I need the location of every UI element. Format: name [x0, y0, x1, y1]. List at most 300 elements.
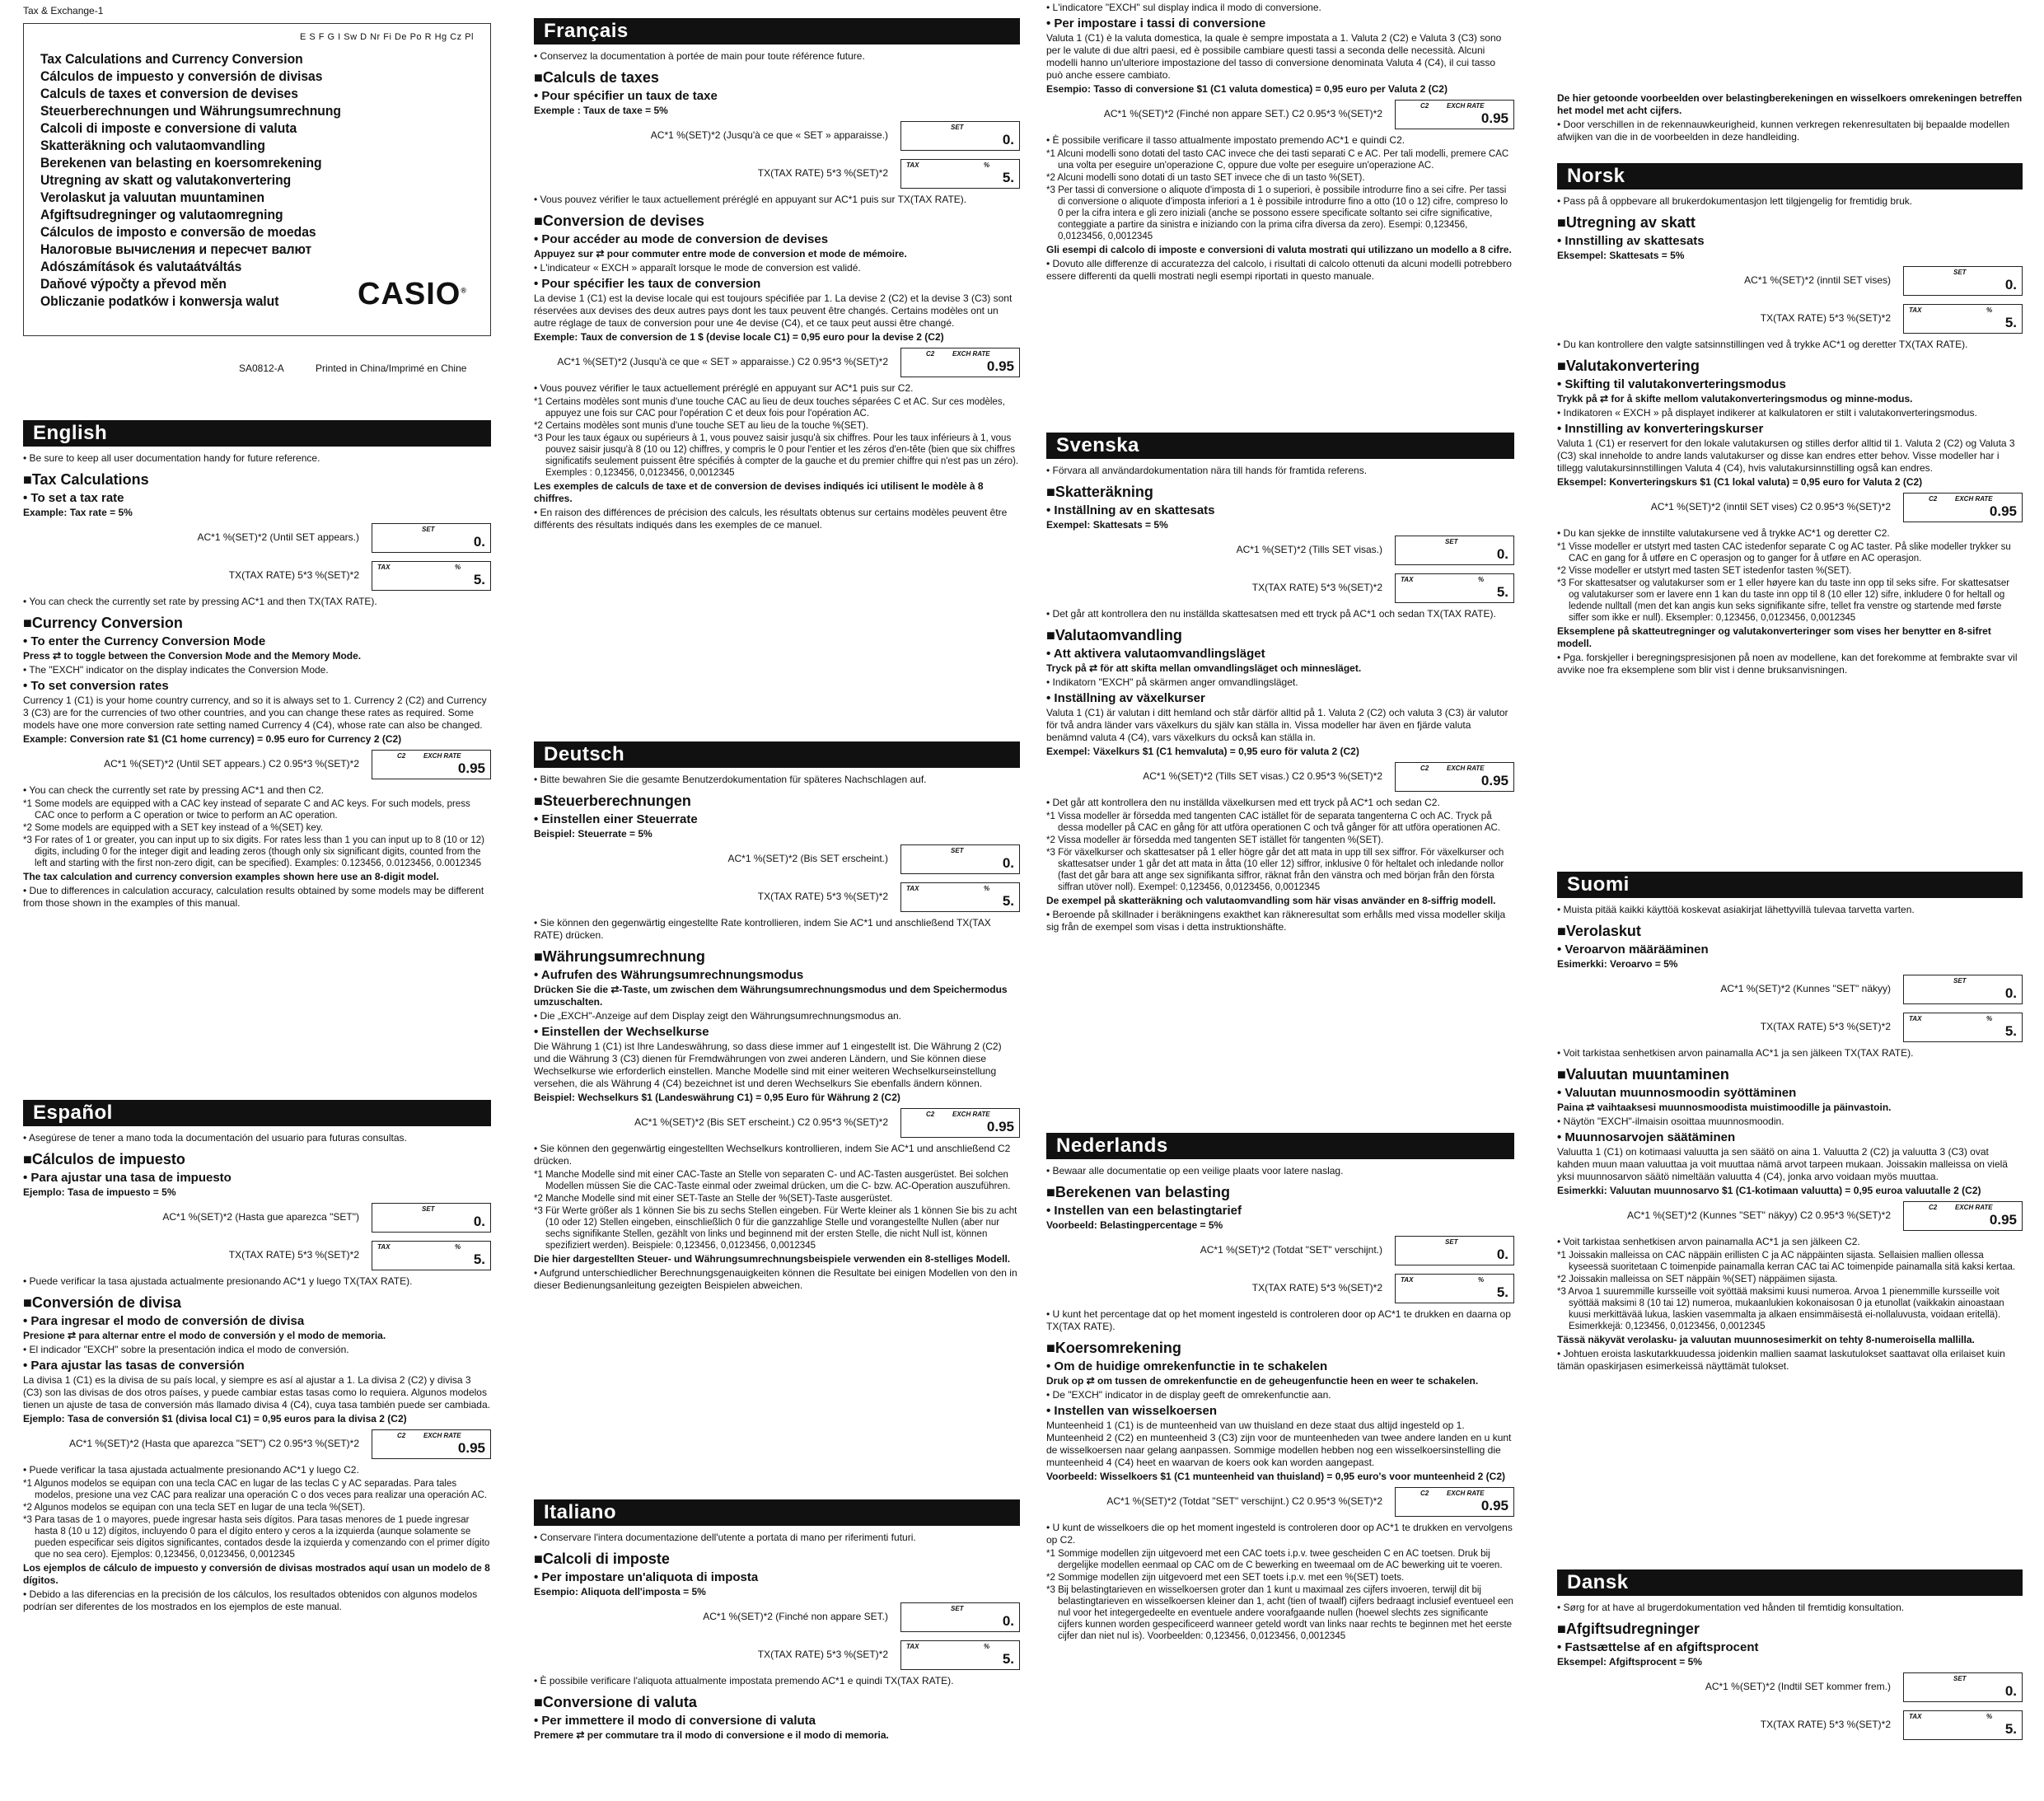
- title-line: Adószámítások és valutaátváltás: [40, 259, 242, 274]
- title-line: Daňové výpočty a převod měn: [40, 276, 227, 292]
- key-sequence: [1046, 1236, 1514, 1269]
- key-instruction: AC*1 %(SET)*2 (Kunnes "SET" näkyy): [1720, 983, 1891, 994]
- subheading: • Einstellen der Wechselkurse: [534, 1025, 709, 1039]
- key-sequence: [1046, 100, 1514, 133]
- section-heading: ■Skatteräkning: [1046, 484, 1153, 500]
- language-header: Español: [23, 1100, 491, 1126]
- footnote: *1 Sommige modellen zijn uitgevoerd met een CAC toets i.p.v. twee gescheiden C en AC toetsen. Druk bij dergelijke modellen eenmaal op CAC om de C bewerking en tweemaal om de AC bewerking uit te voeren.: [1046, 1549, 1503, 1570]
- example: Exemple: Taux de conversion de 1 $ (devise locale C1) = 0,95 euro pour la devise 2 (C2): [534, 331, 944, 343]
- subheading: • Pour spécifier un taux de taxe: [534, 89, 718, 103]
- closing-note: Les exemples de calculs de taxe et de conversion de devises indiqués ici utilisent le modèle à 8 chiffres.: [534, 480, 984, 504]
- lcd-value: 5.: [1002, 1651, 1014, 1667]
- title-line: Steuerberechnungen und Währungsumrechnung: [40, 103, 341, 119]
- lcd-value: 0.: [473, 1214, 485, 1229]
- key-sequence: [1046, 762, 1514, 795]
- footnote: *3 Pour les taux égaux ou supérieurs à 1, vous pouvez saisir jusqu'à six chiffres. Pour les taux inférieurs à 1, vous pouvez saisir jusqu'à 8 (10 ou 12) chiffres, y compris le 0 pour l'entier et les zéros d'en-tête (bien que six chiffres significatifs seulement puissent être spécifiés à compter de la gauche et du premier chiffre qui n'est pas un zéro). Exemples : 0,123456, 0,0123456, 0,0012345: [534, 433, 1019, 478]
- example: Example: Tax rate = 5%: [23, 507, 133, 518]
- footnote: *2 Visse modeller er utstyrt med tasten SET istedenfor tasten %(SET).: [1557, 566, 1852, 576]
- footnote: *3 Per tassi di conversione o aliquote d'imposta di 1 o superiori, è possibile introdurre fino a sei cifre. Per tassi di conversione o aliquote d'imposta inferiori a 1 è possibile introdurre fino a otto (10 o 12) cifre, compreso lo 0 per la cifra intera e gli zero iniziali (anche se possono essere specificate soltanto sei cifre significative, conteggiate a partire da sinistra e iniziando con la prima cifra diversa da zero). Esempi: 0,123456, 0,0123456, 0,0012345: [1046, 185, 1508, 241]
- lcd-indicator: EXCH RATE: [423, 1432, 461, 1439]
- footnote: *2 Alcuni modelli sono dotati di un tasto SET invece che di un tasto %(SET).: [1046, 173, 1365, 183]
- subheading: • Om de huidige omrekenfunctie in te schakelen: [1046, 1359, 1328, 1373]
- casio-logo: CASIO®: [358, 277, 467, 311]
- closing-note: De exempel på skatteräkning och valutaomvandling som här visas använder en 8-siffrig modell.: [1046, 895, 1496, 906]
- example: Voorbeeld: Wisselkoers $1 (C1 munteenheid van thuisland) = 0,95 euro's voor munteenheid 2 (C2): [1046, 1471, 1505, 1482]
- section-heading: ■Verolaskut: [1557, 923, 1641, 939]
- lcd-value: 5.: [473, 572, 485, 587]
- section-heading: ■Valuutan muuntaminen: [1557, 1066, 1729, 1083]
- lcd-indicator: SET: [422, 1205, 435, 1213]
- footnote: *1 Some models are equipped with a CAC key instead of separate C and AC keys. For such models, press CAC once to perform a C operation or twice to perform an AC operation.: [23, 799, 470, 821]
- lcd-indicator: TAX: [377, 1243, 391, 1251]
- key-instruction: AC*1 %(SET)*2 (Kunnes "SET" näkyy) C2 0.95*3 %(SET)*2: [1627, 1209, 1891, 1221]
- lcd-display: [372, 1203, 491, 1233]
- page-label: Tax & Exchange-1: [23, 5, 104, 16]
- lcd-display: [1903, 266, 2023, 296]
- lcd-value: 0.95: [1989, 1212, 2017, 1228]
- lcd-indicator: SET: [1953, 269, 1967, 276]
- section-heading: ■Conversione di valuta: [534, 1694, 697, 1710]
- lcd-indicator: TAX: [1909, 1015, 1922, 1022]
- section-heading: ■Valutakonvertering: [1557, 358, 1700, 374]
- closing-note: De hier getoonde voorbeelden over belastingberekeningen en wisselkoers omrekeningen betreffen het model met acht cijfers.: [1557, 92, 2023, 116]
- subheading: • Innstilling av konverteringskurser: [1557, 422, 1764, 436]
- lcd-value: 0.: [1002, 1613, 1014, 1629]
- footnote: *2 Joissakin malleissa on SET näppäin %(SET) näppäimen sijasta.: [1557, 1275, 1838, 1284]
- lcd-value: 0.: [2004, 1683, 2017, 1699]
- title-line: Calculs de taxes et conversion de devises: [40, 86, 298, 101]
- section-nl2: [1557, 91, 2023, 145]
- subheading: • Skifting til valutakonverteringsmodus: [1557, 377, 1786, 391]
- keep-docs-note: • Muista pitää kaikki käyttöä koskevat asiakirjat lähettyvillä tulevaa tarvetta varten.: [1557, 904, 1915, 915]
- lcd-indicator: %: [455, 1243, 461, 1251]
- lcd-value: 0.95: [1480, 110, 1508, 126]
- title-line: Obliczanie podatków i konwersja walut: [40, 293, 279, 309]
- lcd-indicator: %: [1986, 1015, 1993, 1022]
- subheading: • Para ingresar el modo de conversión de divisa: [23, 1314, 305, 1328]
- lcd-indicator: SET: [1445, 1238, 1458, 1246]
- section-heading: ■Währungsumrechnung: [534, 948, 705, 965]
- subheading: • Fastsættelse af en afgiftsprocent: [1557, 1640, 1759, 1654]
- closing-note: The tax calculation and currency conversion examples shown here use an 8-digit model.: [23, 871, 439, 882]
- lcd-value: 0.: [1002, 855, 1014, 871]
- key-sequence: [23, 1429, 491, 1462]
- lcd-value: 0.95: [1480, 1498, 1508, 1513]
- example: Eksempel: Konverteringskurs $1 (C1 lokal valuta) = 0,95 euro for Valuta 2 (C2): [1557, 476, 1923, 488]
- check-note: • You can check the currently set rate by pressing AC*1 and then C2.: [23, 784, 325, 796]
- key-instruction: AC*1 %(SET)*2 (Bis SET erscheint.): [727, 853, 888, 864]
- footnote: *1 Vissa modeller är försedda med tangenten CAC istället för de separata tangenterna C och AC. Tryck på dessa modeller på CAC en gång för att utföra operationen C och två gånger för att utföra operationen AC.: [1046, 812, 1500, 833]
- key-instruction: TX(TAX RATE) 5*3 %(SET)*2: [1760, 1021, 1891, 1032]
- lcd-indicator: EXCH RATE: [1955, 495, 1993, 503]
- check-note: • Vous pouvez vérifier le taux actuellement préréglé en appuyant sur AC*1 puis sur C2.: [534, 382, 914, 394]
- lcd-display: [1395, 762, 1514, 792]
- lcd-display: [900, 1602, 1020, 1632]
- subheading: • Para ajustar las tasas de conversión: [23, 1359, 245, 1373]
- key-instruction: AC*1 %(SET)*2 (Totdat "SET" verschijnt.) C2 0.95*3 %(SET)*2: [1106, 1495, 1382, 1507]
- conversion-indicator-note: • Näytön "EXCH"-ilmaisin osoittaa muunnosmoodin.: [1557, 1116, 1784, 1127]
- lcd-display: [372, 561, 491, 591]
- language-header: Nederlands: [1046, 1133, 1514, 1159]
- subheading: • Instellen van wisselkoersen: [1046, 1404, 1218, 1418]
- language-header: English: [23, 420, 491, 447]
- subheading: • Muunnosarvojen säätäminen: [1557, 1130, 1736, 1144]
- lcd-value: 0.: [473, 534, 485, 550]
- key-sequence: [1046, 536, 1514, 568]
- key-instruction: AC*1 %(SET)*2 (Until SET appears.): [197, 531, 359, 543]
- lcd-indicator: SET: [422, 526, 435, 533]
- lcd-value: 0.95: [457, 760, 485, 776]
- lcd-indicator: C2: [397, 752, 406, 760]
- lcd-indicator: TAX: [906, 1643, 919, 1650]
- key-instruction: TX(TAX RATE) 5*3 %(SET)*2: [1760, 312, 1891, 324]
- lcd-display: [372, 523, 491, 553]
- subheading: • Inställning av växelkurser: [1046, 691, 1205, 705]
- lcd-indicator: EXCH RATE: [423, 752, 461, 760]
- example: Ejemplo: Tasa de impuesto = 5%: [23, 1186, 176, 1198]
- check-note: • Puede verificar la tasa ajustada actualmente presionando AC*1 y luego TX(TAX RATE).: [23, 1275, 413, 1287]
- subheading: • Pour spécifier les taux de conversion: [534, 277, 761, 291]
- lcd-indicator: C2: [1929, 495, 1938, 503]
- title-line: Berekenen van belasting en koersomrekening: [40, 155, 322, 171]
- lcd-indicator: SET: [1953, 1675, 1967, 1682]
- subheading: • Innstilling av skattesats: [1557, 234, 1705, 248]
- keep-docs-note: • Be sure to keep all user documentation handy for future reference.: [23, 452, 320, 464]
- footnote: *2 Some models are equipped with a SET key instead of a %(SET) key.: [23, 823, 323, 833]
- language-header: Svenska: [1046, 433, 1514, 459]
- keep-docs-note: • Förvara all användardokumentation nära till hands för framtida referens.: [1046, 465, 1368, 476]
- footnote: *2 Sommige modellen zijn uitgevoerd met een SET toets i.p.v. met een %(SET) toets.: [1046, 1573, 1405, 1583]
- body-text: Currency 1 (C1) is your home country currency, and so it is always set to 1. Currency 2 (C2) and Currency 3 (C3) are for the currencies of two other countries, and you can change these rates as required. Some models have one more conversion rate setting named Currency 4 (C4), whose rate can also be changed.: [23, 695, 487, 731]
- language-header: Italiano: [534, 1499, 1020, 1526]
- lcd-display: [1395, 1487, 1514, 1517]
- press-instruction: Druk op ⇄ om tussen de omrekenfunctie en de geheugenfunctie heen en weer te schakelen.: [1046, 1375, 1479, 1387]
- subheading: • Instellen van een belastingtarief: [1046, 1204, 1242, 1218]
- key-sequence: [534, 121, 1020, 154]
- key-instruction: TX(TAX RATE) 5*3 %(SET)*2: [1251, 582, 1382, 593]
- closing-note: Tässä näkyvät verolasku- ja valuutan muunnosesimerkit on tehty 8-numeroisella mallilla.: [1557, 1334, 1975, 1345]
- key-instruction: TX(TAX RATE) 5*3 %(SET)*2: [757, 1649, 888, 1660]
- subheading: • Einstellen einer Steuerrate: [534, 812, 698, 826]
- key-sequence: [534, 1108, 1020, 1141]
- lcd-value: 5.: [473, 1251, 485, 1267]
- lcd-value: 0.95: [986, 358, 1014, 374]
- accuracy-note: • Door verschillen in de rekennauwkeurigheid, kunnen verkregen rekenresultaten bij bepaalde modellen afwijken van die in de voorbeelden in deze handleiding.: [1557, 119, 2010, 143]
- keep-docs-note: • Pass på å oppbevare all brukerdokumentasjon lett tilgjengelig for fremtidig bruk.: [1557, 195, 1913, 207]
- closing-note: Los ejemplos de cálculo de impuesto y conversión de divisas mostrados aquí usan un modelo de 8 dígitos.: [23, 1562, 490, 1586]
- body-text: Valuta 1 (C1) er reservert for den lokale valutakursen og stilles derfor alltid til 1. Valuta 2 (C2) og Valuta 3 (C3) skal inneholde to andre lands valutakurser og disse kan endres etter behov. Visse modeller har i tillegg valutakursinnstillingen Valuta 4 (C4), hvis valutakursinnstilling også kan endres.: [1557, 437, 2015, 474]
- lcd-display: [900, 844, 1020, 874]
- example: Example: Conversion rate $1 (C1 home currency) = 0.95 euro for Currency 2 (C2): [23, 733, 402, 745]
- footnote: *2 Vissa modeller är försedda med tangenten SET istället för tangenten %(SET).: [1046, 835, 1384, 845]
- check-note: • U kunt de wisselkoers die op het moment ingesteld is controleren door op AC*1 te drukken en vervolgens op C2.: [1046, 1522, 1513, 1546]
- press-instruction: Premere ⇄ per commutare tra il modo di conversione e il modo di memoria.: [534, 1729, 889, 1741]
- subheading: • Veroarvon määrääminen: [1557, 943, 1709, 957]
- press-instruction: Presione ⇄ para alternar entre el modo de conversión y el modo de memoria.: [23, 1330, 386, 1341]
- key-instruction: TX(TAX RATE) 5*3 %(SET)*2: [228, 569, 359, 581]
- key-sequence: [534, 1602, 1020, 1635]
- lcd-indicator: C2: [1929, 1204, 1938, 1211]
- conversion-indicator-note: • El indicador "EXCH" sobre la presentación indica el modo de conversión.: [23, 1344, 349, 1355]
- footnote: *2 Manche Modelle sind mit einer SET-Taste an Stelle der %(SET)-Taste ausgerüstet.: [534, 1194, 893, 1204]
- conversion-indicator-note: • Die „EXCH"-Anzeige auf dem Display zeigt den Währungsumrechnungsmodus an.: [534, 1010, 902, 1022]
- lcd-indicator: C2: [1420, 102, 1429, 110]
- subheading: • To set conversion rates: [23, 679, 169, 693]
- lcd-display: [1903, 493, 2023, 522]
- example: Eksempel: Afgiftsprocent = 5%: [1557, 1656, 1702, 1668]
- lcd-indicator: TAX: [1401, 576, 1414, 583]
- key-sequence: [1557, 1672, 2023, 1705]
- accuracy-note: • Aufgrund unterschiedlicher Berechnungsgenauigkeiten können die Resultate bei einigen Modellen von den in dieser Bedienungsanleitung gezeigten Beispielen abweichen.: [534, 1267, 1017, 1291]
- lcd-value: 5.: [2004, 1721, 2017, 1737]
- lcd-display: [900, 121, 1020, 151]
- lcd-value: 0.95: [457, 1440, 485, 1456]
- language-header: Français: [534, 18, 1020, 44]
- keep-docs-note: • Conservez la documentation à portée de main pour toute référence future.: [534, 50, 865, 62]
- press-instruction: Tryck på ⇄ för att skifta mellan omvandlingsläget och minnesläget.: [1046, 662, 1362, 674]
- key-sequence: [1557, 975, 2023, 1008]
- key-instruction: TX(TAX RATE) 5*3 %(SET)*2: [757, 167, 888, 179]
- lcd-indicator: C2: [397, 1432, 406, 1439]
- lcd-indicator: EXCH RATE: [1447, 765, 1485, 772]
- lcd-value: 5.: [1002, 893, 1014, 909]
- check-note: • È possibile verificare l'aliquota attualmente impostata premendo AC*1 e quindi TX(TAX RATE).: [534, 1675, 954, 1686]
- lcd-indicator: TAX: [377, 564, 391, 571]
- example: Exempel: Skattesats = 5%: [1046, 519, 1168, 531]
- lcd-indicator: TAX: [1909, 306, 1922, 314]
- title-line: Cálculos de imposto e conversão de moedas: [40, 224, 316, 240]
- key-instruction: AC*1 %(SET)*2 (Tills SET visas.) C2 0.95*3 %(SET)*2: [1143, 770, 1382, 782]
- section-heading: ■Calcoli di imposte: [534, 1551, 670, 1567]
- lcd-indicator: EXCH RATE: [952, 1111, 990, 1118]
- body-text: La divisa 1 (C1) es la divisa de su país local, y siempre es así al ajustar a 1. La divisa 2 (C2) y divisa 3 (C3) son las divisas de dos otros países, y puede cambiar estas tasas como lo requiera. Algunos modelos tienen un ajuste de tasa de conversión más llamado divisa 4 (C4), cuya tasa también puede ser cambiada.: [23, 1374, 490, 1410]
- key-sequence: [23, 1241, 491, 1274]
- key-sequence: [534, 1640, 1020, 1673]
- lcd-indicator: C2: [926, 1111, 935, 1118]
- check-note: • Det går att kontrollera den nu inställda skattesatsen med ett tryck på AC*1 och sedan TX(TAX RATE).: [1046, 608, 1496, 620]
- body-text: Munteenheid 1 (C1) is de munteenheid van uw thuisland en deze staat dus altijd ingesteld op 1. Munteenheid 2 (C2) en munteenheid 3 (C3) zijn voor de munteenheden van twee andere landen en u kunt de wisselkoersen naar gelang aanpassen. Sommige modellen hebben nog een wisselkoersinstelling die munteenheid 4 (C4) heet en waarvan de koers ook kan worden aangepast.: [1046, 1420, 1512, 1468]
- key-instruction: AC*1 %(SET)*2 (Jusqu'à ce que « SET » apparaisse.) C2 0.95*3 %(SET)*2: [557, 356, 888, 367]
- accuracy-note: • Due to differences in calculation accuracy, calculation results obtained by some models may be different from those shown in the examples of this manual.: [23, 885, 484, 909]
- lcd-indicator: SET: [951, 124, 964, 131]
- conversion-indicator-note: • L'indicateur « EXCH » apparaît lorsque le mode de conversion est validé.: [534, 262, 861, 274]
- key-instruction: AC*1 %(SET)*2 (Hasta que aparezca "SET") C2 0.95*3 %(SET)*2: [69, 1438, 359, 1449]
- subheading: • Per immettere il modo di conversione di valuta: [534, 1714, 816, 1728]
- lcd-indicator: C2: [1420, 1490, 1429, 1497]
- subheading: • Per impostare i tassi di conversione: [1046, 16, 1266, 30]
- section-fi: [1557, 872, 2023, 1374]
- conversion-indicator-note: • Indikatoren « EXCH » på displayet indikerer at kalkulatoren er stilt i valutakonverteringsmodus.: [1557, 407, 1977, 419]
- check-note: • Det går att kontrollera den nu inställda växelkursen med ett tryck på AC*1 och sedan C2.: [1046, 797, 1440, 808]
- footnote: *1 Alcuni modelli sono dotati del tasto CAC invece che dei tasti separati C e AC. Per tali modelli, premere CAC una volta per eseguire un'operazione C, oppure due volte per eseguire un'operazione AC.: [1046, 149, 1509, 171]
- lcd-indicator: %: [1986, 306, 1993, 314]
- keep-docs-note: • Bewaar alle documentatie op een veilige plaats voor latere naslag.: [1046, 1165, 1344, 1176]
- key-sequence: [23, 1203, 491, 1236]
- key-sequence: [23, 561, 491, 594]
- key-sequence: [1557, 493, 2023, 526]
- title-line: Tax Calculations and Currency Conversion: [40, 51, 303, 67]
- lcd-value: 5.: [1496, 1284, 1508, 1300]
- lcd-indicator: TAX: [1909, 1713, 1922, 1720]
- conversion-indicator-note: • Indikatorn "EXCH" på skärmen anger omvandlingsläget.: [1046, 676, 1298, 688]
- section-heading: ■Utregning av skatt: [1557, 214, 1696, 231]
- accuracy-note: • Pga. forskjeller i beregningspresisjonen på noen av modellene, kan det forekomme at fembrakte svar vil avvike noe fra eksemplene som blir vist i denne bruksanvisningen.: [1557, 652, 2018, 676]
- key-sequence: [534, 348, 1020, 381]
- lcd-indicator: SET: [1953, 977, 1967, 985]
- key-sequence: [1046, 573, 1514, 606]
- language-header: Deutsch: [534, 741, 1020, 768]
- keep-docs-note: • Conservare l'intera documentazione dell'utente a portata di mano per riferimenti futuri.: [534, 1532, 916, 1543]
- key-sequence: [1557, 1201, 2023, 1234]
- footnote: *1 Visse modeller er utstyrt med tasten CAC istedenfor separate C og AC taster. På slike modeller trykker su CAC en gang for å utføre en C operasjon og to ganger for å utføre en AC operasjon.: [1557, 542, 2011, 564]
- keep-docs-note: • Asegúrese de tener a mano toda la documentación del usuario para futuras consultas.: [23, 1132, 407, 1144]
- key-sequence: [23, 750, 491, 783]
- keep-docs-note: • Sørg for at have al brugerdokumentation ved hånden til fremtidig konsultation.: [1557, 1602, 1905, 1613]
- lcd-indicator: C2: [1420, 765, 1429, 772]
- lcd-indicator: %: [455, 564, 461, 571]
- press-instruction: Press ⇄ to toggle between the Conversion Mode and the Memory Mode.: [23, 650, 362, 662]
- lcd-display: [900, 348, 1020, 377]
- section-heading: ■Currency Conversion: [23, 615, 183, 631]
- key-sequence: [1046, 1487, 1514, 1520]
- subheading: • To set a tax rate: [23, 491, 124, 505]
- lcd-display: [1903, 1013, 2023, 1042]
- footnote: *2 Algunos modelos se equipan con una tecla SET en lugar de una tecla %(SET).: [23, 1503, 366, 1513]
- key-instruction: TX(TAX RATE) 5*3 %(SET)*2: [228, 1249, 359, 1261]
- example: Esempio: Tasso di conversione $1 (C1 valuta domestica) = 0,95 euro per Valuta 2 (C2): [1046, 83, 1448, 95]
- section-en: [23, 420, 491, 911]
- lcd-value: 0.: [2004, 985, 2017, 1001]
- check-note: • Du kan sjekke de innstilte valutakursene ved å trykke AC*1 og deretter C2.: [1557, 527, 1890, 539]
- conversion-indicator-note: • L'indicatore "EXCH" sul display indica il modo di conversione.: [1046, 2, 1321, 13]
- lcd-indicator: %: [1478, 576, 1485, 583]
- accuracy-note: • Beroende på skillnader i beräkningens exakthet kan räkneresultat som erhålls med vissa modeller skilja sig från de exempel som visas i detta instruktionshäfte.: [1046, 909, 1506, 933]
- check-note: • Vous pouvez vérifier le taux actuellement préréglé en appuyant sur AC*1 puis sur TX(TAX RATE).: [534, 194, 967, 205]
- press-instruction: Trykk på ⇄ for å skifte mellom valutakonverteringsmodus og minne-modus.: [1557, 393, 1913, 405]
- key-instruction: AC*1 %(SET)*2 (Finché non appare SET.): [703, 1611, 888, 1622]
- lcd-indicator: EXCH RATE: [1447, 102, 1485, 110]
- footnote: *3 For skattesatser og valutakurser som er 1 eller høyere kan du taste inn opp til seks sifre. For skattesatser og valutakurser som er lavere enn 1 kan du taste inn opp til 8 (10 eller 12) sifre, inkludere 0 for heltall og ledende nulltall (men det kan angis kun seks signifikante sifre, tellet fra venstre og startende med første siffer som ikke er null). Eksempler: 0,123456, 0,0123456, 0,0012345: [1557, 578, 2010, 623]
- section-heading: ■Afgiftsudregninger: [1557, 1621, 1700, 1637]
- accuracy-note: • Dovuto alle differenze di accuratezza del calcolo, i risultati di calcolo ottenuti da alcuni modelli potrebbero essere differenti da quelli mostrati negli esempi riportati in questo manuale.: [1046, 258, 1512, 282]
- example: Ejemplo: Tasa de conversión $1 (divisa local C1) = 0,95 euros para la divisa 2 (C2): [23, 1413, 407, 1424]
- language-header: Suomi: [1557, 872, 2023, 898]
- lcd-value: 0.95: [1480, 773, 1508, 788]
- title-box: [23, 23, 491, 336]
- lcd-indicator: TAX: [906, 161, 919, 169]
- subheading: • Inställning av en skattesats: [1046, 503, 1215, 517]
- lcd-indicator: SET: [1445, 538, 1458, 545]
- section-heading: ■Cálculos de impuesto: [23, 1151, 185, 1167]
- lcd-display: [1395, 1236, 1514, 1265]
- key-sequence: [534, 159, 1020, 192]
- lcd-indicator: EXCH RATE: [952, 350, 990, 358]
- press-instruction: Paina ⇄ vaihtaaksesi muunnosmoodista muistimoodille ja päinvastoin.: [1557, 1102, 1892, 1113]
- key-instruction: AC*1 %(SET)*2 (Bis SET erscheint.) C2 0.95*3 %(SET)*2: [634, 1116, 888, 1128]
- conversion-indicator-note: • The "EXCH" indicator on the display indicates the Conversion Mode.: [23, 664, 329, 676]
- footnote: *3 For rates of 1 or greater, you can input up to six digits. For rates less than 1 you can input up to 8 (10 or 12) digits, including 0 for the integer digit and leading zeros (though only six significant digits, counted from the left and starting with the first non-zero digit, can be specified). Examples: 0.123456, 0.0123456, 0.0012345: [23, 835, 484, 868]
- footnote: *1 Algunos modelos se equipan con una tecla CAC en lugar de las teclas C y AC separadas. Para tales modelos, presione una vez CAC para realizar una operación C o dos veces para realizar una operación AC.: [23, 1479, 488, 1500]
- lcd-display: [1903, 1672, 2023, 1702]
- footnote: *1 Joissakin malleissa on CAC näppäin erillisten C ja AC näppäinten sijasta. Sellaisien mallien ollessa kyseessä suoritetaan C toimenpide painamalla kerran CAC tai AC toimenpide painamalla sitä kaksi kertaa.: [1557, 1251, 2016, 1272]
- key-sequence: [1046, 1274, 1514, 1307]
- lcd-display: [1395, 573, 1514, 603]
- check-note: • Sie können den gegenwärtig eingestellte Rate kontrollieren, indem Sie AC*1 und anschließend TX(TAX RATE) drücken.: [534, 917, 991, 941]
- lcd-value: 5.: [2004, 1023, 2017, 1039]
- lcd-indicator: SET: [951, 1605, 964, 1612]
- body-text: Valuta 1 (C1) är valutan i ditt hemland och står därför alltid på 1. Valuta 2 (C2) och valuta 3 (C3) är valutor för två andra länder vars växelkurs du själv kan ställa in. Vissa modeller har även en fjärde valuta benämnd valuta 4 (C4), vars växelkurs du också kan ställa in.: [1046, 707, 1508, 743]
- press-instruction: Appuyez sur ⇄ pour commuter entre mode de conversion et mode de mémoire.: [534, 248, 907, 260]
- language-header: Norsk: [1557, 163, 2023, 189]
- lcd-indicator: %: [1986, 1713, 1993, 1720]
- example: Exemple : Taux de taxe = 5%: [534, 105, 668, 116]
- section-heading: ■Tax Calculations: [23, 471, 149, 488]
- check-note: • Sie können den gegenwärtig eingestellten Wechselkurs kontrollieren, indem Sie AC*1 und anschließend C2 drücken.: [534, 1143, 1011, 1167]
- lcd-display: [1903, 975, 2023, 1004]
- footnote: *3 Bij belastingtarieven en wisselkoersen groter dan 1 kunt u maximaal zes cijfers invoeren, terwijl dit bij belastingtarieven en wisselkoersen kleiner dan 1, acht (tien of twaalf) cijfers bedraagt inclusief eventueel een nul voor het integergedeelte en eventuele andere voorafgaande nullen (hoewel slechts zes significante cijfers kunnen worden gespecificeerd wanneer geteld wordt van links naar rechts te beginnen met het eerste cijfer dan niet nul is). Voorbeelden: 0,123456, 0,0123456, 0,0012345: [1046, 1585, 1513, 1641]
- lcd-value: 0.: [2004, 277, 2017, 292]
- key-instruction: AC*1 %(SET)*2 (inntil SET vises): [1744, 274, 1891, 286]
- lcd-display: [1903, 304, 2023, 334]
- example: Beispiel: Wechselkurs $1 (Landeswährung C1) = 0,95 Euro für Währung 2 (C2): [534, 1092, 900, 1103]
- key-instruction: AC*1 %(SET)*2 (inntil SET vises) C2 0.95*3 %(SET)*2: [1650, 501, 1891, 512]
- example: Beispiel: Steuerrate = 5%: [534, 828, 652, 840]
- lcd-value: 5.: [2004, 315, 2017, 330]
- lcd-indicator: C2: [926, 350, 935, 358]
- lcd-value: 0.95: [1989, 503, 2017, 519]
- conversion-indicator-note: • De "EXCH" indicator in de display geeft de omrekenfunctie aan.: [1046, 1389, 1331, 1401]
- footnote: *3 Arvoa 1 suuremmille kursseille voit syöttää maksimi kuusi numeroa. Arvoa 1 pienemmille kursseille voit syöttää maksimi 8 (10 tai 12) numeroa, mukaanlukien kokonaisosan 0 ja etunollat (vaikkakin ainoastaan kuusi merkittävää lukua, laskien vasemmalta ja alkaen ensimmäisestä ei-nollaluvusta, voidaan eritellä). Esimerkkejä: 0,123456, 0,0123456, 0,0012345: [1557, 1287, 2004, 1331]
- key-instruction: TX(TAX RATE) 5*3 %(SET)*2: [1251, 1282, 1382, 1293]
- key-sequence: [1557, 1710, 2023, 1743]
- closing-note: Die hier dargestellten Steuer- und Währungsumrechnungsbeispiele verwenden ein 8-stelliges Modell.: [534, 1253, 1011, 1265]
- key-instruction: AC*1 %(SET)*2 (Tills SET visas.): [1236, 544, 1382, 555]
- key-instruction: AC*1 %(SET)*2 (Totdat "SET" verschijnt.): [1200, 1244, 1382, 1256]
- title-list: [40, 50, 474, 310]
- check-note: • Voit tarkistaa senhetkisen arvon painamalla AC*1 ja sen jälkeen TX(TAX RATE).: [1557, 1047, 1914, 1059]
- lcd-display: [1395, 536, 1514, 565]
- section-no: [1557, 163, 2023, 678]
- section-it: [534, 1499, 1020, 1743]
- section-da: [1557, 1569, 2023, 1743]
- lcd-indicator: %: [984, 885, 990, 892]
- accuracy-note: • En raison des différences de précision des calculs, les résultats obtenus sur certains modèles peuvent être différents des résultats indiqués dans les exemples de ce manuel.: [534, 507, 1008, 531]
- section-heading: ■Calculs de taxes: [534, 69, 659, 86]
- subheading: • To enter the Currency Conversion Mode: [23, 634, 266, 648]
- body-text: Die Währung 1 (C1) ist Ihre Landeswährung, so dass diese immer auf 1 eingestellt ist. Die Währung 2 (C2) und die Währung 3 (C3) dienen für Fremdwährungen von zwei anderen Ländern, und Sie können diese Wechselkurse wie erforderlich einstellen. Manche Modelle sind mit einer weiteren Wechselkurseinstellung versehen, die als Währung 4 (C4) bezeichnet ist und deren Wechselkurs Sie ebenfalls ändern können.: [534, 1041, 1002, 1089]
- example: Esimerkki: Valuutan muunnosarvo $1 (C1-kotimaan valuutta) = 0,95 euroa valuutalle 2 (C2): [1557, 1185, 1981, 1196]
- check-note: • You can check the currently set rate by pressing AC*1 and then TX(TAX RATE).: [23, 596, 377, 607]
- check-note: • Puede verificar la tasa ajustada actualmente presionando AC*1 y luego C2.: [23, 1464, 359, 1476]
- body-text: La devise 1 (C1) est la devise locale qui est toujours spécifiée par 1. La devise 2 (C2) et la devise 3 (C3) sont réservées aux devises des deux autres pays dont les taux peuvent être changés. Certains modèles ont un autre réglage de taux de conversion pour une 4e devise (C4), et ce taux peut aussi être changé.: [534, 292, 1013, 329]
- section-heading: ■Steuerberechnungen: [534, 793, 691, 809]
- example: Esempio: Aliquota dell'imposta = 5%: [534, 1586, 706, 1598]
- title-line: Utregning av skatt og valutakonvertering: [40, 172, 292, 188]
- printed-in: Printed in China/Imprimé en Chine: [316, 363, 467, 374]
- lcd-display: [1395, 100, 1514, 129]
- section-sv: [1046, 433, 1514, 935]
- example: Voorbeeld: Belastingpercentage = 5%: [1046, 1219, 1223, 1231]
- key-sequence: [1557, 266, 2023, 299]
- title-line: Налоговые вычисления и пересчет валют: [40, 241, 312, 257]
- lcd-value: 0.: [1002, 132, 1014, 147]
- section-heading: ■Conversión de divisa: [23, 1294, 181, 1311]
- accuracy-note: • Johtuen eroista laskutarkkuudessa joidenkin mallien saamat laskutulokset saattavat olla erilaiset kuin tämän opaskirjasen esimerkeissä näyttämät tulokset.: [1557, 1348, 2005, 1372]
- lcd-display: [1395, 1274, 1514, 1303]
- lcd-value: 5.: [1496, 584, 1508, 600]
- footnote: *2 Certains modèles sont munis d'une touche SET au lieu de la touche %(SET).: [534, 421, 868, 431]
- key-sequence: [23, 523, 491, 556]
